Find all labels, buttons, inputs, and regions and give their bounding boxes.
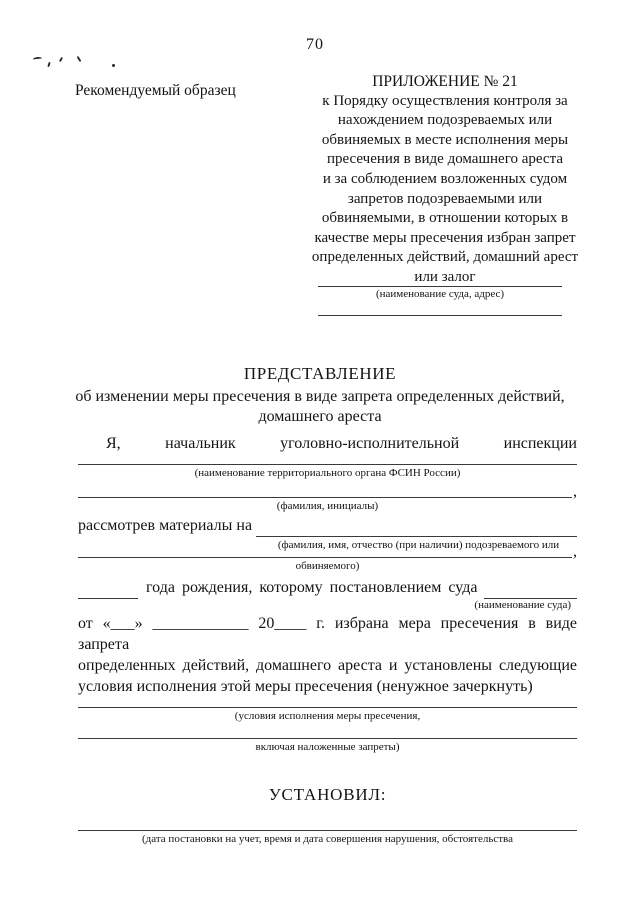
- blank-line-birth-year: [78, 582, 138, 599]
- resolved-heading: УСТАНОВИЛ:: [268, 785, 387, 804]
- appendix-line: нахождением подозреваемых или: [337, 112, 553, 129]
- recommended-sample-label: Рекомендуемый образец: [75, 82, 236, 99]
- blank-line-court: [484, 582, 578, 599]
- suspect-name-caption-line2: обвиняемого): [295, 560, 360, 572]
- trailing-comma: ,: [573, 543, 577, 560]
- scan-artifact-marks: [33, 54, 123, 72]
- opening-word: инспекции: [503, 435, 577, 452]
- appendix-line: к Порядку осуществления контроля за: [322, 92, 568, 109]
- opening-word: уголовно-исполнительной: [280, 435, 460, 452]
- document-title-block: [0, 363, 640, 427]
- appendix-line: определенных действий, домашний арест: [311, 249, 579, 266]
- blank-line-territorial-org: [78, 454, 577, 465]
- document-title: ПРЕДСТАВЛЕНИЕ: [243, 364, 397, 383]
- reviewed-materials-row: [78, 515, 577, 537]
- blank-line-conditions-1: [78, 697, 577, 708]
- footer-caption: (дата постановки на учет, время и дата совершения нарушения, обстоятельства: [142, 833, 513, 845]
- territorial-org-caption: (наименование территориального органа ФСИН России): [194, 467, 461, 479]
- reviewed-materials-label: рассмотрев материалы на: [78, 517, 253, 534]
- blank-line-conditions-2: [78, 723, 577, 739]
- court-name-field-group: [318, 276, 562, 316]
- opening-word: Я,: [106, 435, 121, 452]
- blank-line-surname-initials: [78, 480, 577, 498]
- appendix-line: качестве меры пресечения избран запрет: [314, 229, 576, 246]
- appendix-line: и за соблюдением возложенных судом: [322, 170, 568, 187]
- appendix-header: [291, 72, 599, 288]
- court-caption: (наименование суда): [474, 599, 571, 611]
- court-name-caption: (наименование суда, адрес): [375, 288, 505, 300]
- blank-line-court-address: [318, 301, 562, 316]
- conditions-caption-line1: (условия исполнения меры пресечения,: [234, 710, 421, 722]
- appendix-line: пресечения в виде домашнего ареста: [327, 151, 563, 168]
- suspect-name-caption-line1: (фамилия, имя, отчество (при наличии) подозреваемого или: [277, 539, 560, 551]
- blank-line-court-name: [318, 276, 562, 287]
- appendix-title: ПРИЛОЖЕНИЕ № 21: [372, 73, 518, 90]
- document-subtitle-line2: домашнего ареста: [258, 408, 382, 425]
- measure-paragraph-line1: от «___» ____________ 20____ г. избрана мера пресечения в виде запрета: [78, 615, 577, 653]
- appendix-line: обвиняемыми, в отношении которых в: [321, 210, 569, 227]
- opening-word: начальник: [165, 435, 236, 452]
- blank-line-suspect-name: [256, 520, 577, 537]
- appendix-line: обвиняемых в месте исполнения меры: [321, 131, 569, 148]
- page-number: 70: [306, 36, 324, 53]
- measure-paragraph-line3: условия исполнения этой меры пресечения (ненужное зачеркнуть): [78, 678, 533, 695]
- document-subtitle-line1: об изменении меры пресечения в виде запрета определенных действий,: [75, 388, 565, 405]
- appendix-line: или залог: [414, 268, 476, 285]
- surname-initials-caption: (фамилия, инициалы): [276, 500, 379, 512]
- conditions-caption-line2: включая наложенные запреты): [255, 741, 400, 753]
- measure-paragraph-line2: определенных действий, домашнего ареста и установлены следующие: [78, 657, 577, 674]
- blank-line-footer: [78, 819, 577, 831]
- trailing-comma: ,: [573, 483, 577, 500]
- appendix-line: запретов подозреваемыми или: [347, 190, 543, 207]
- document-body: [78, 433, 577, 846]
- opening-sentence: [78, 433, 577, 454]
- birth-year-row: [78, 577, 577, 599]
- birth-row-text: года рождения, которому постановлением суда: [146, 579, 478, 596]
- measure-paragraph: [78, 613, 577, 697]
